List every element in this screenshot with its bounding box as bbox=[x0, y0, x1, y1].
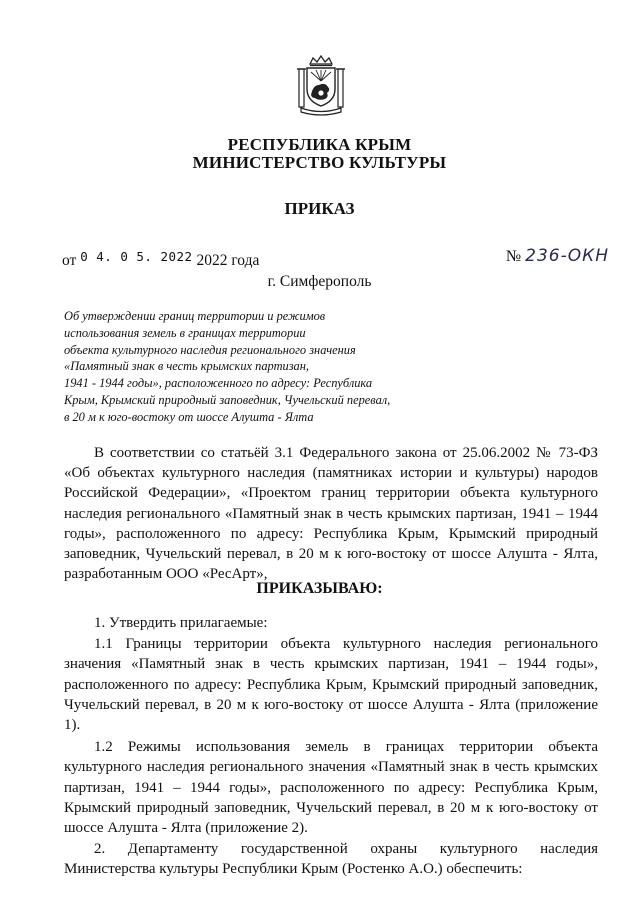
subject-line: в 20 м к юго-востоку от шоссе Алушта - Ялта bbox=[64, 409, 314, 424]
order-item-1: 1. Утвердить прилагаемые: bbox=[94, 615, 268, 631]
order-heading: ПРИКАЗЫВАЮ: bbox=[256, 580, 383, 597]
date-prefix: от bbox=[62, 252, 77, 269]
order-item-1-1: 1.1 Границы территории объекта культурного наследия регионального значения «Памятный знак в честь крымских партизан, 1941 – 1944 годы», расположенного по адресу: Республика Крым, Крымский природный заповедник, Чучельский перевал, в 20 м к юго-востоку от шоссе Алушта - Ялта (приложение 1). bbox=[64, 636, 598, 734]
header-ministry: МИНИСТЕРСТВО КУЛЬТУРЫ bbox=[192, 153, 447, 172]
order-number bbox=[506, 246, 609, 266]
crimea-coat-of-arms-icon bbox=[295, 55, 347, 117]
city-line: г. Симферополь bbox=[267, 273, 372, 290]
header-republic: РЕСПУБЛИКА КРЫМ bbox=[227, 135, 412, 154]
subject-line: Крым, Крымский природный заповедник, Чучельский перевал, bbox=[64, 392, 391, 407]
order-item-2: 2. Департаменту государственной охраны культурного наследия Министерства культуры Республики Крым (Ростенко А.О.) обеспечить: bbox=[64, 841, 598, 878]
number-handwritten: 236-ОКН bbox=[525, 246, 609, 266]
order-date bbox=[62, 249, 260, 270]
order-subject bbox=[64, 308, 424, 426]
date-handwritten: 0 4. 0 5. 2022 bbox=[80, 249, 193, 264]
preamble-paragraph: В соответствии со статьёй 3.1 Федерального закона от 25.06.2002 № 73-ФЗ «Об объектах культурного наследия (памятниках истории и культуры) народов Российской Федерации», «Проектом границ территории объекта культурного наследия регионального «Памятный знак в честь крымских партизан, 1941 – 1944 годы», расположенного по адресу: Республика Крым, Крымский природный заповедник, Чучельский перевал, в 20 м к юго-востоку от шоссе Алушта - Ялта, разработанным ООО «РесАрт», bbox=[64, 445, 598, 583]
number-prefix: № bbox=[505, 248, 522, 265]
subject-line: объекта культурного наследия регионального значения bbox=[64, 342, 356, 357]
order-item-1-2: 1.2 Режимы использования земель в границах территории объекта культурного наследия регионального значения «Памятный знак в честь крымских партизан, 1941 – 1944 годы», расположенного по адресу: Республика Крым, Крымский природный заповедник, Чучельский перевал, в 20 м к юго-востоку от шоссе Алушта - Ялта (приложение 2). bbox=[64, 739, 598, 837]
date-suffix: 2022 года bbox=[196, 252, 260, 269]
subject-line: использования земель в границах территории bbox=[64, 325, 306, 340]
subject-line: 1941 - 1944 годы», расположенного по адресу: Республика bbox=[64, 376, 373, 391]
order-items bbox=[64, 613, 598, 880]
document-title: ПРИКАЗ bbox=[284, 199, 355, 218]
subject-line: «Памятный знак в честь крымских партизан, bbox=[64, 359, 309, 374]
subject-line: Об утверждении границ территории и режимов bbox=[64, 309, 326, 323]
